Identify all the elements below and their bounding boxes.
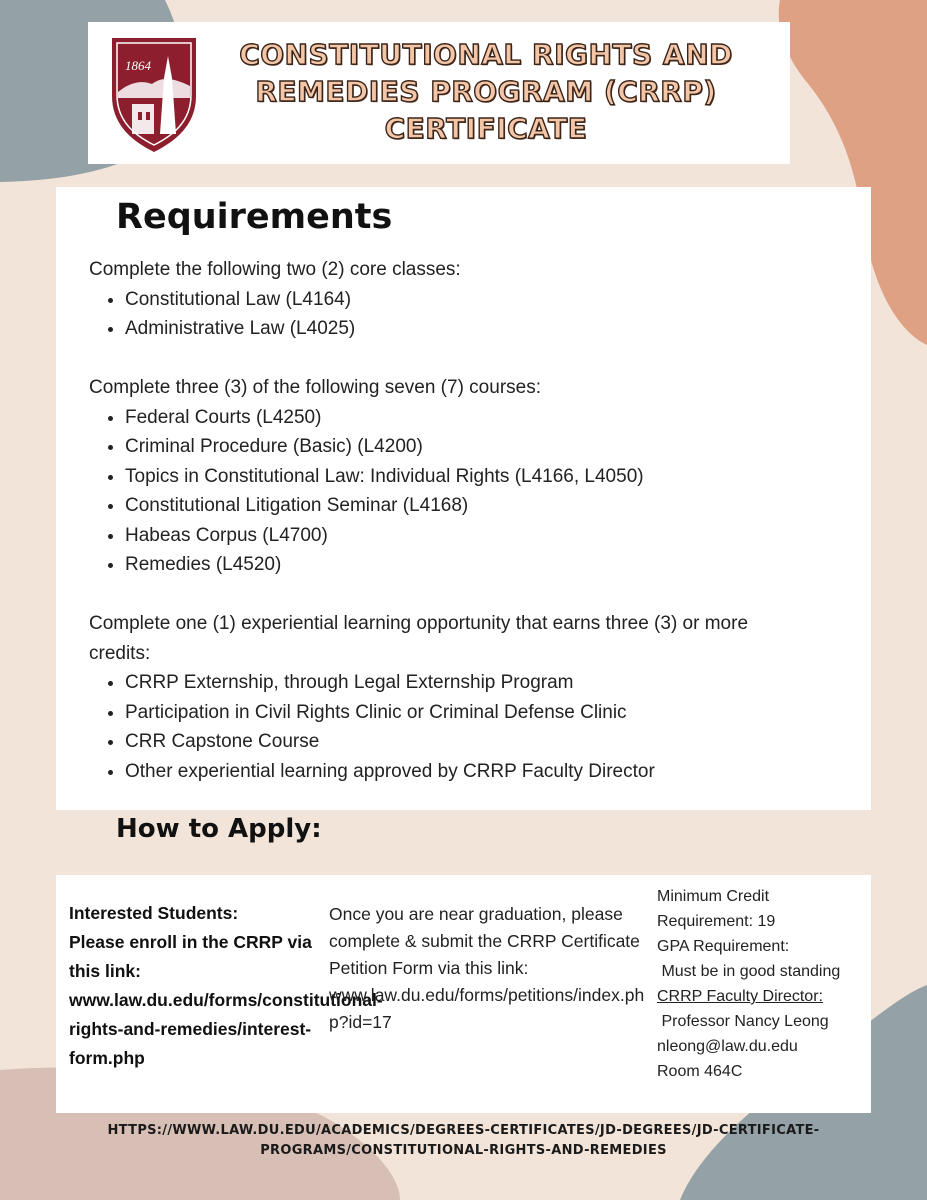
list-item: • Other experiential learning approved by CRRP Faculty Director	[125, 757, 789, 787]
faculty-director-name: Professor Nancy Leong	[657, 1013, 829, 1030]
petition-instruction: Once you are near graduation, please complete & submit the CRRP Certificate Petition Form via this link:	[329, 904, 640, 978]
list-item: • Constitutional Law (L4164)	[125, 285, 789, 315]
interest-form-link[interactable]: www.law.du.edu/forms/constitutional-rights-and-remedies/interest-form.php	[69, 990, 383, 1068]
interest-instruction: Please enroll in the CRRP via this link:	[69, 932, 312, 981]
core-classes-intro: Complete the following two (2) core classes:	[89, 259, 461, 280]
credit-requirement: Minimum Credit Requirement: 19	[657, 888, 776, 930]
petition-form-link[interactable]: www.law.du.edu/forms/petitions/index.php?id=17	[329, 985, 645, 1032]
faculty-director-label: CRRP Faculty Director:	[657, 988, 823, 1005]
requirements-body	[89, 255, 789, 786]
logo-year: 1864	[125, 58, 151, 73]
faculty-director-room: Room 464C	[657, 1063, 743, 1080]
interest-column	[69, 899, 383, 1073]
interest-heading: Interested Students:	[69, 903, 239, 923]
program-info-column	[657, 884, 862, 1084]
university-shield-logo	[108, 34, 200, 154]
experiential-intro: Complete one (1) experiential learning opportunity that earns three (3) or more credits:	[89, 613, 749, 664]
list-item: • Participation in Civil Rights Clinic or Criminal Defense Clinic	[125, 698, 789, 728]
experiential-list	[89, 668, 789, 786]
list-item: • CRRP Externship, through Legal Externship Program	[125, 668, 789, 698]
header-banner	[88, 22, 790, 164]
gpa-requirement-label: GPA Requirement:	[657, 938, 790, 955]
elective-courses-intro: Complete three (3) of the following seven (7) courses:	[89, 377, 541, 398]
list-item: • Administrative Law (L4025)	[125, 314, 789, 344]
elective-courses-list	[89, 403, 789, 580]
list-item: • Federal Courts (L4250)	[125, 403, 789, 433]
how-to-apply-heading: How to Apply:	[116, 814, 322, 844]
list-item: • Habeas Corpus (L4700)	[125, 521, 789, 551]
requirements-panel	[56, 187, 871, 810]
gpa-requirement-value: Must be in good standing	[657, 963, 841, 980]
list-item: • Criminal Procedure (Basic) (L4200)	[125, 432, 789, 462]
petition-column	[329, 901, 647, 1036]
core-classes-list	[89, 285, 789, 344]
list-item: • Remedies (L4520)	[125, 550, 789, 580]
requirements-heading: Requirements	[116, 197, 393, 237]
list-item: • CRR Capstone Course	[125, 727, 789, 757]
certificate-title: CONSTITUTIONAL RIGHTS AND REMEDIES PROGRAM (CRRP) CERTIFICATE	[239, 38, 733, 145]
how-to-apply-panel	[56, 875, 871, 1113]
program-url-footer[interactable]: HTTPS://WWW.LAW.DU.EDU/ACADEMICS/DEGREES-CERTIFICATES/JD-DEGREES/JD-CERTIFICATE-PROGRAMS/CONSTITUTIONAL-RIGHTS-AND-REMEDIES	[107, 1123, 820, 1158]
faculty-director-email[interactable]: nleong@law.du.edu	[657, 1038, 798, 1055]
list-item: • Topics in Constitutional Law: Individual Rights (L4166, L4050)	[125, 462, 789, 492]
list-item: • Constitutional Litigation Seminar (L4168)	[125, 491, 789, 521]
